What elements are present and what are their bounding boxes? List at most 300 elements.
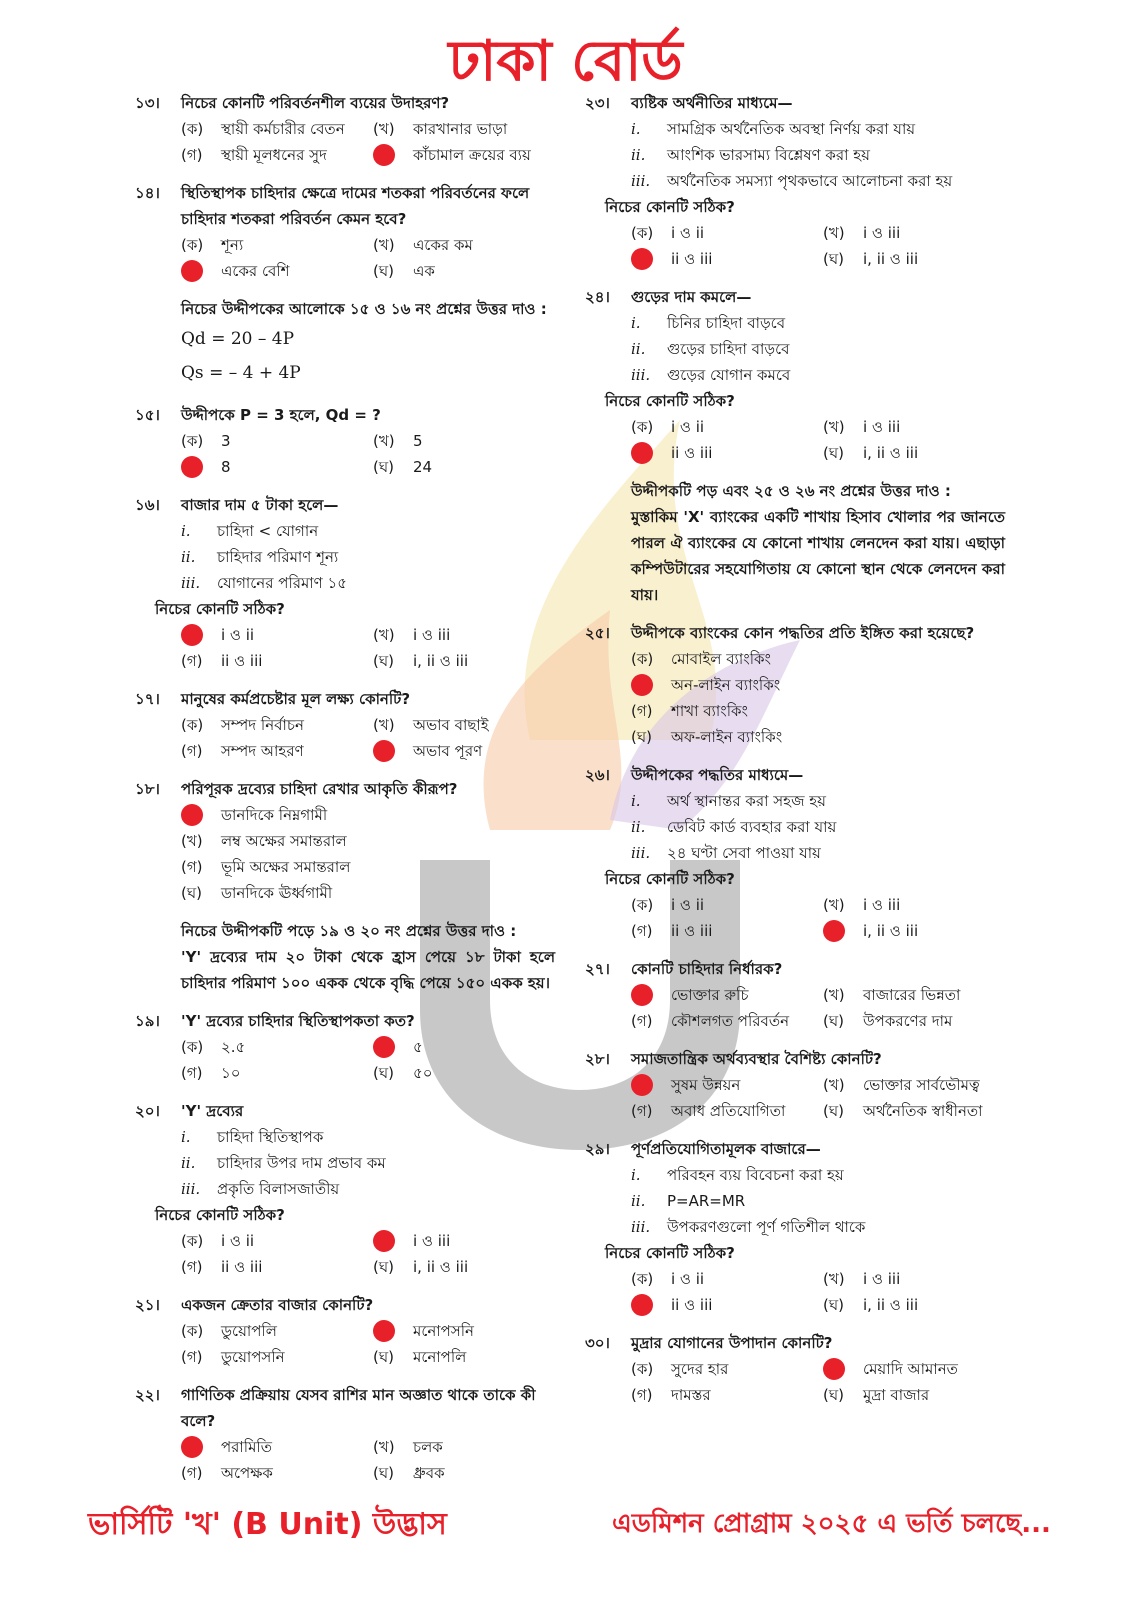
- option-text: সুষম উন্নয়ন: [671, 1076, 741, 1094]
- question-header: [585, 1330, 1005, 1356]
- option-text: ii ও iii: [671, 922, 713, 940]
- option[interactable]: [181, 116, 363, 142]
- statement-text: ডেবিট কার্ড ব্যবহার করা যায়: [667, 818, 837, 836]
- option-text: i, ii ও iii: [863, 922, 919, 940]
- statement-numeral: iii.: [631, 172, 651, 190]
- correct-answer-dot-icon: [373, 1034, 413, 1060]
- option-text: স্থায়ী কর্মচারীর বেতন: [221, 120, 345, 138]
- footer-admission-notice: এডমিশন প্রোগ্রাম ২০২৫ এ ভর্তি চলছে...: [612, 1509, 1051, 1539]
- question: [135, 686, 555, 764]
- option-text: i, ii ও iii: [413, 652, 469, 670]
- option-correct-marked[interactable]: [631, 672, 1005, 698]
- option-label: (গ): [181, 1258, 203, 1276]
- question-text: মানুষের কর্মপ্রচেষ্টার মূল লক্ষ্য কোনটি?: [181, 690, 411, 708]
- question-number: ১৩।: [135, 94, 160, 112]
- option-label: (খ): [823, 418, 845, 436]
- question-number: ২০।: [135, 1102, 160, 1120]
- question-text: নিচের কোনটি পরিবর্তনশীল ব্যয়ের উদাহরণ?: [181, 94, 450, 112]
- statement-text: গুড়ের যোগান কমবে: [667, 366, 791, 384]
- statement-item: [631, 814, 1005, 840]
- option-text: i ও iii: [413, 1232, 451, 1250]
- question-text: 'Y' দ্রব্যের: [181, 1102, 244, 1120]
- option-text: একের বেশি: [221, 262, 290, 280]
- option[interactable]: [181, 1318, 363, 1344]
- question-header: [585, 1136, 1005, 1162]
- statement-text: চাহিদা স্থিতিস্থাপক: [217, 1128, 324, 1146]
- correct-answer-dot-icon: [631, 672, 671, 698]
- option-text: পরামিতি: [221, 1438, 272, 1456]
- option[interactable]: [181, 1034, 363, 1060]
- question-text: উদ্দীপকে P = 3 হলে, Qd = ?: [181, 406, 381, 424]
- option[interactable]: [181, 828, 555, 854]
- question-text: উদ্দীপকে ব্যাংকের কোন পদ্ধতির প্রতি ইঙ্গিত করা হয়েছে?: [631, 624, 975, 642]
- option-label: (খ): [181, 832, 203, 850]
- statement-item: [181, 1150, 555, 1176]
- option-text: 5: [413, 432, 423, 450]
- option[interactable]: [631, 646, 1005, 672]
- option-text: ১০: [221, 1064, 241, 1082]
- question-number: ১৬।: [135, 496, 160, 514]
- option-text: i ও ii: [221, 1232, 255, 1250]
- option[interactable]: [631, 724, 1005, 750]
- option[interactable]: [373, 1460, 555, 1486]
- option-correct-marked[interactable]: [181, 1434, 363, 1460]
- question-text: পরিপূরক দ্রব্যের চাহিদা রেখার আকৃতি কীরূপ?: [181, 780, 458, 798]
- statement-text: উপকরণগুলো পূর্ণ গতিশীল থাকে: [667, 1218, 866, 1236]
- option-correct-marked[interactable]: [181, 454, 363, 480]
- option[interactable]: [181, 1460, 363, 1486]
- statement-text: যোগানের পরিমাণ ১৫: [217, 574, 347, 592]
- option-text: কৌশলগত পরিবর্তন: [671, 1012, 790, 1030]
- option[interactable]: [181, 428, 363, 454]
- option-label: (খ): [823, 224, 845, 242]
- option[interactable]: [631, 1008, 813, 1034]
- option-text: এক: [413, 262, 435, 280]
- question-header: [135, 776, 555, 802]
- correct-answer-dot-icon: [181, 454, 221, 480]
- statement-numeral: ii.: [631, 1192, 646, 1210]
- question: [585, 956, 1005, 1034]
- which-correct-prompt: নিচের কোনটি সঠিক?: [605, 198, 735, 216]
- statement-numeral: iii.: [631, 1218, 651, 1236]
- option-correct-marked[interactable]: [631, 1072, 813, 1098]
- option-label: (খ): [373, 236, 395, 254]
- statement-text: ২৪ ঘণ্টা সেবা পাওয়া যায়: [667, 844, 821, 862]
- stimulus-instruction: [181, 918, 555, 944]
- correct-answer-dot-icon: [823, 918, 863, 944]
- question: [585, 90, 1005, 272]
- option-text: ii ও iii: [221, 1258, 263, 1276]
- option-correct-marked[interactable]: [373, 142, 555, 168]
- question: [135, 1008, 555, 1086]
- statement-numeral: ii.: [631, 340, 646, 358]
- option[interactable]: [181, 648, 363, 674]
- statement-numeral: iii.: [181, 574, 201, 592]
- option-text: মোবাইল ব্যাংকিং: [671, 650, 771, 668]
- question: [135, 402, 555, 480]
- statement-numeral: ii.: [631, 818, 646, 836]
- question-number: ২২।: [135, 1386, 160, 1404]
- option-text: i, ii ও iii: [413, 1258, 469, 1276]
- option-label: (ক): [181, 1322, 204, 1340]
- question-header: [135, 492, 555, 518]
- option-label: (ঘ): [823, 1012, 844, 1030]
- option[interactable]: [631, 1356, 813, 1382]
- option-list: [181, 232, 555, 284]
- question-header: [585, 284, 1005, 310]
- option-text: ডুয়োপসনি: [221, 1348, 285, 1366]
- option[interactable]: [373, 712, 555, 738]
- question-header: [585, 762, 1005, 788]
- question-text: ব্যষ্টিক অর্থনীতির মাধ্যমে—: [631, 94, 793, 112]
- option-text: i ও ii: [671, 418, 705, 436]
- option[interactable]: [373, 428, 555, 454]
- correct-answer-dot-icon: [631, 1072, 671, 1098]
- option-label: (ঘ): [823, 1102, 844, 1120]
- option-list: [631, 1356, 1005, 1408]
- option-label: (গ): [631, 1012, 653, 1030]
- option[interactable]: [181, 142, 363, 168]
- statement-item: [631, 310, 1005, 336]
- question-number: ২৭।: [585, 960, 610, 978]
- option-label: (খ): [823, 1076, 845, 1094]
- option-correct-marked[interactable]: [631, 440, 813, 466]
- option-list: [181, 802, 555, 906]
- option[interactable]: [181, 738, 363, 764]
- option[interactable]: [823, 220, 1005, 246]
- option-label: (গ): [631, 1386, 653, 1404]
- option-label: (খ): [373, 1438, 395, 1456]
- option-text: মনোপসনি: [413, 1322, 474, 1340]
- option-label: (গ): [181, 1348, 203, 1366]
- stimulus-instruction-text: নিচের উদ্দীপকের আলোকে ১৫ ও ১৬ নং প্রশ্নের উত্তর দাও :: [181, 300, 547, 318]
- question-header: [135, 1098, 555, 1124]
- option[interactable]: [373, 116, 555, 142]
- option[interactable]: [823, 1292, 1005, 1318]
- option-correct-marked[interactable]: [823, 918, 1005, 944]
- supply-equation: Qs = – 4 + 4P: [181, 363, 301, 383]
- option[interactable]: [181, 712, 363, 738]
- option[interactable]: [631, 220, 813, 246]
- question: [585, 762, 1005, 944]
- question-number: ২৬।: [585, 766, 610, 784]
- option-text: i ও ii: [671, 896, 705, 914]
- stimulus-block: [585, 478, 1005, 608]
- question-text: পূর্ণপ্রতিযোগিতামূলক বাজারে—: [631, 1140, 821, 1158]
- option-label: (ক): [181, 236, 204, 254]
- stimulus-instruction-text: উদ্দীপকটি পড় এবং ২৫ ও ২৬ নং প্রশ্নের উত্তর দাও :: [631, 482, 951, 500]
- statement-text: প্রকৃতি বিলাসজাতীয়: [217, 1180, 340, 1198]
- option[interactable]: [373, 1060, 555, 1086]
- option-list: [181, 1434, 555, 1486]
- statement-numeral: iii.: [181, 1180, 201, 1198]
- option[interactable]: [373, 454, 555, 480]
- correct-answer-dot-icon: [181, 802, 221, 828]
- option-label: (ঘ): [823, 1296, 844, 1314]
- option-text: ২.৫: [221, 1038, 246, 1056]
- option[interactable]: [373, 1254, 555, 1280]
- option[interactable]: [181, 232, 363, 258]
- option-text: অন-লাইন ব্যাংকিং: [671, 676, 781, 694]
- question: [585, 1046, 1005, 1124]
- statement-numeral: i.: [631, 792, 641, 810]
- option-text: শাখা ব্যাংকিং: [671, 702, 748, 720]
- question-header: [585, 1046, 1005, 1072]
- stimulus-block: [135, 918, 555, 996]
- option-text: একের কম: [413, 236, 473, 254]
- option[interactable]: [373, 258, 555, 284]
- option-label: (খ): [373, 120, 395, 138]
- option-text: কারখানার ভাড়া: [413, 120, 508, 138]
- stimulus-passage: 'Y' দ্রব্যের দাম ২০ টাকা থেকে হ্রাস পেয়ে ১৮ টাকা হলে চাহিদার পরিমাণ ১০০ একক থেকে বৃদ্ধি পেয়ে ১৫০ একক হয়।: [181, 948, 555, 992]
- question-text: সমাজতান্ত্রিক অর্থব্যবস্থার বৈশিষ্ট্য কোনটি?: [631, 1050, 882, 1068]
- option[interactable]: [181, 1344, 363, 1370]
- option-text: সম্পদ আহরণ: [221, 742, 304, 760]
- option-list: [181, 1228, 555, 1280]
- question: [585, 1330, 1005, 1408]
- option-label: (ক): [631, 650, 654, 668]
- question-number: ২৩।: [585, 94, 610, 112]
- option[interactable]: [823, 414, 1005, 440]
- question: [135, 776, 555, 906]
- option-correct-marked[interactable]: [181, 622, 363, 648]
- option-list: [631, 1072, 1005, 1124]
- option-correct-marked[interactable]: [373, 1034, 555, 1060]
- option[interactable]: [373, 232, 555, 258]
- statement-numeral: iii.: [631, 366, 651, 384]
- option[interactable]: [373, 1434, 555, 1460]
- option-label: (ঘ): [823, 1386, 844, 1404]
- option-label: (খ): [373, 716, 395, 734]
- question-text: স্থিতিস্থাপক চাহিদার ক্ষেত্রে দামের শতকরা পরিবর্তনের ফলে চাহিদার শতকরা পরিবর্তন কেমন হবে?: [181, 184, 530, 228]
- option-text: i, ii ও iii: [863, 250, 919, 268]
- option-list: [181, 1318, 555, 1370]
- option[interactable]: [181, 880, 555, 906]
- correct-answer-dot-icon: [181, 258, 221, 284]
- option[interactable]: [631, 414, 813, 440]
- option[interactable]: [373, 622, 555, 648]
- statement-list: [631, 116, 1005, 194]
- question: [135, 492, 555, 674]
- option[interactable]: [631, 892, 813, 918]
- option-correct-marked[interactable]: [631, 246, 813, 272]
- question: [585, 1136, 1005, 1318]
- option-text: বাজারের ভিন্নতা: [863, 986, 961, 1004]
- option-text: i ও ii: [671, 1270, 705, 1288]
- option-correct-marked[interactable]: [373, 1228, 555, 1254]
- option-label: (ঘ): [373, 1348, 394, 1366]
- option-correct-marked[interactable]: [631, 982, 813, 1008]
- statement-numeral: i.: [631, 120, 641, 138]
- question-text: একজন ক্রেতার বাজার কোনটি?: [181, 1296, 374, 1314]
- correct-answer-dot-icon: [631, 1292, 671, 1318]
- question-header: [135, 686, 555, 712]
- option-text: মনোপলি: [413, 1348, 467, 1366]
- option-label: (ক): [631, 1360, 654, 1378]
- option-text: ডানদিকে ঊর্ধ্বগামী: [221, 884, 333, 902]
- option-label: (খ): [373, 432, 395, 450]
- option-text: ৫: [413, 1038, 423, 1056]
- statement-item: [631, 168, 1005, 194]
- option[interactable]: [181, 1060, 363, 1086]
- statement-item: [631, 116, 1005, 142]
- question-header: [585, 956, 1005, 982]
- option[interactable]: [631, 1098, 813, 1124]
- statement-numeral: iii.: [631, 844, 651, 862]
- option-label: (খ): [823, 1270, 845, 1288]
- correct-answer-dot-icon: [373, 142, 413, 168]
- option-text: 8: [221, 458, 231, 476]
- option-label: (গ): [181, 858, 203, 876]
- option-correct-marked[interactable]: [181, 258, 363, 284]
- option[interactable]: [631, 1382, 813, 1408]
- option[interactable]: [631, 698, 1005, 724]
- question-text: গুড়ের দাম কমলে—: [631, 288, 752, 306]
- correct-answer-dot-icon: [373, 1318, 413, 1344]
- option-text: মেয়াদি আমানত: [863, 1360, 958, 1378]
- option-correct-marked[interactable]: [373, 738, 555, 764]
- statement-item: [631, 1162, 1005, 1188]
- statement-text: অর্থ স্থানান্তর করা সহজ হয়: [667, 792, 826, 810]
- option-text: ভোক্তার রুচি: [671, 986, 749, 1004]
- option[interactable]: [181, 1254, 363, 1280]
- option-text: অভাব পূরণ: [413, 742, 483, 760]
- option-label: (ঘ): [373, 1464, 394, 1482]
- option[interactable]: [181, 1228, 363, 1254]
- option-list: [631, 646, 1005, 750]
- option[interactable]: [631, 918, 813, 944]
- correct-answer-dot-icon: [823, 1356, 863, 1382]
- option[interactable]: [823, 1098, 1005, 1124]
- option-label: (গ): [181, 1464, 203, 1482]
- statement-text: চাহিদা < যোগান: [217, 522, 319, 540]
- statement-numeral: i.: [631, 314, 641, 332]
- option-list: [181, 428, 555, 480]
- statement-text: গুড়ের চাহিদা বাড়বে: [667, 340, 790, 358]
- statement-item: [631, 362, 1005, 388]
- question: [135, 1292, 555, 1370]
- option-list: [631, 1266, 1005, 1318]
- option[interactable]: [823, 892, 1005, 918]
- statement-numeral: i.: [181, 522, 191, 540]
- correct-answer-dot-icon: [631, 440, 671, 466]
- question-header: [585, 620, 1005, 646]
- question-header: [135, 90, 555, 116]
- option-text: সম্পদ নির্বাচন: [221, 716, 304, 734]
- option-label: (ঘ): [373, 262, 394, 280]
- which-correct-prompt: নিচের কোনটি সঠিক?: [605, 1244, 735, 1262]
- option-text: i ও iii: [863, 896, 901, 914]
- option-label: (ক): [631, 418, 654, 436]
- option[interactable]: [823, 1072, 1005, 1098]
- option-text: চলক: [413, 1438, 443, 1456]
- left-column: [135, 90, 555, 1498]
- option-text: i ও ii: [671, 224, 705, 242]
- option-text: ডানদিকে নিম্নগামী: [221, 806, 328, 824]
- option-list: [181, 116, 555, 168]
- question-header: [135, 1008, 555, 1034]
- option-text: ডুয়োপলি: [221, 1322, 277, 1340]
- correct-answer-dot-icon: [373, 1228, 413, 1254]
- option-text: i, ii ও iii: [863, 444, 919, 462]
- option[interactable]: [823, 982, 1005, 1008]
- option-correct-marked[interactable]: [373, 1318, 555, 1344]
- question-number: ২৪।: [585, 288, 610, 306]
- question-header: [135, 1292, 555, 1318]
- question-number: ২৮।: [585, 1050, 610, 1068]
- option-label: (ঘ): [181, 884, 202, 902]
- correct-answer-dot-icon: [631, 982, 671, 1008]
- question-header: [585, 90, 1005, 116]
- option-list: [181, 1034, 555, 1086]
- option[interactable]: [181, 854, 555, 880]
- statement-item: [181, 570, 555, 596]
- statement-item: [631, 336, 1005, 362]
- option-text: কাঁচামাল ক্রয়ের ব্যয়: [413, 146, 531, 164]
- statement-list: [631, 788, 1005, 866]
- option[interactable]: [373, 648, 555, 674]
- statement-list: [181, 1124, 555, 1202]
- statement-text: P=AR=MR: [667, 1192, 746, 1210]
- right-column: [585, 90, 1005, 1420]
- statement-numeral: i.: [631, 1166, 641, 1184]
- option-label: (ঘ): [373, 1064, 394, 1082]
- option-correct-marked[interactable]: [631, 1292, 813, 1318]
- statement-text: সামগ্রিক অর্থনৈতিক অবস্থা নির্ণয় করা যায়: [667, 120, 916, 138]
- option[interactable]: [373, 1344, 555, 1370]
- option-correct-marked[interactable]: [181, 802, 555, 828]
- correct-answer-dot-icon: [631, 246, 671, 272]
- question: [135, 180, 555, 284]
- option[interactable]: [823, 1382, 1005, 1408]
- option-text: ভূমি অক্ষের সমান্তরাল: [221, 858, 351, 876]
- statement-numeral: ii.: [631, 146, 646, 164]
- option-correct-marked[interactable]: [823, 1356, 1005, 1382]
- statement-item: [181, 518, 555, 544]
- option[interactable]: [823, 1008, 1005, 1034]
- question-number: ২১।: [135, 1296, 160, 1314]
- option-text: লম্ব অক্ষের সমান্তরাল: [221, 832, 347, 850]
- stimulus-block: [135, 296, 555, 390]
- option-text: মুদ্রা বাজার: [863, 1386, 930, 1404]
- option[interactable]: [823, 440, 1005, 466]
- option[interactable]: [631, 1266, 813, 1292]
- question-text: মুদ্রার যোগানের উপাদান কোনটি?: [631, 1334, 833, 1352]
- option[interactable]: [823, 1266, 1005, 1292]
- option-text: অভাব বাছাই: [413, 716, 489, 734]
- statement-item: [181, 1176, 555, 1202]
- option-text: ৫০: [413, 1064, 433, 1082]
- statement-text: পরিবহন ব্যয় বিবেচনা করা হয়: [667, 1166, 844, 1184]
- question-number: ১৯।: [135, 1012, 160, 1030]
- option-text: ধ্রুবক: [413, 1464, 445, 1482]
- question: [585, 620, 1005, 750]
- option-text: দামস্তর: [671, 1386, 711, 1404]
- option-text: i, ii ও iii: [863, 1296, 919, 1314]
- option-list: [631, 982, 1005, 1034]
- statement-list: [631, 1162, 1005, 1240]
- stimulus-instruction: [631, 478, 1005, 504]
- which-correct-prompt: নিচের কোনটি সঠিক?: [605, 392, 735, 410]
- correct-answer-dot-icon: [181, 1434, 221, 1460]
- option-label: (গ): [181, 742, 203, 760]
- option-label: (ঘ): [373, 652, 394, 670]
- option[interactable]: [823, 246, 1005, 272]
- stimulus-passage: মুস্তাকিম 'X' ব্যাংকের একটি শাখায় হিসাব খোলার পর জানতে পারল ঐ ব্যাংকের যে কোনো শাখায় লেনদেন করা যায়। এছাড়া কম্পিউটারের সহযোগিতায় যে কোনো স্থান থেকে লেনদেন করা যায়।: [631, 508, 1005, 604]
- question-number: ১৫।: [135, 406, 160, 424]
- option-label: (ঘ): [373, 1258, 394, 1276]
- statement-numeral: i.: [181, 1128, 191, 1146]
